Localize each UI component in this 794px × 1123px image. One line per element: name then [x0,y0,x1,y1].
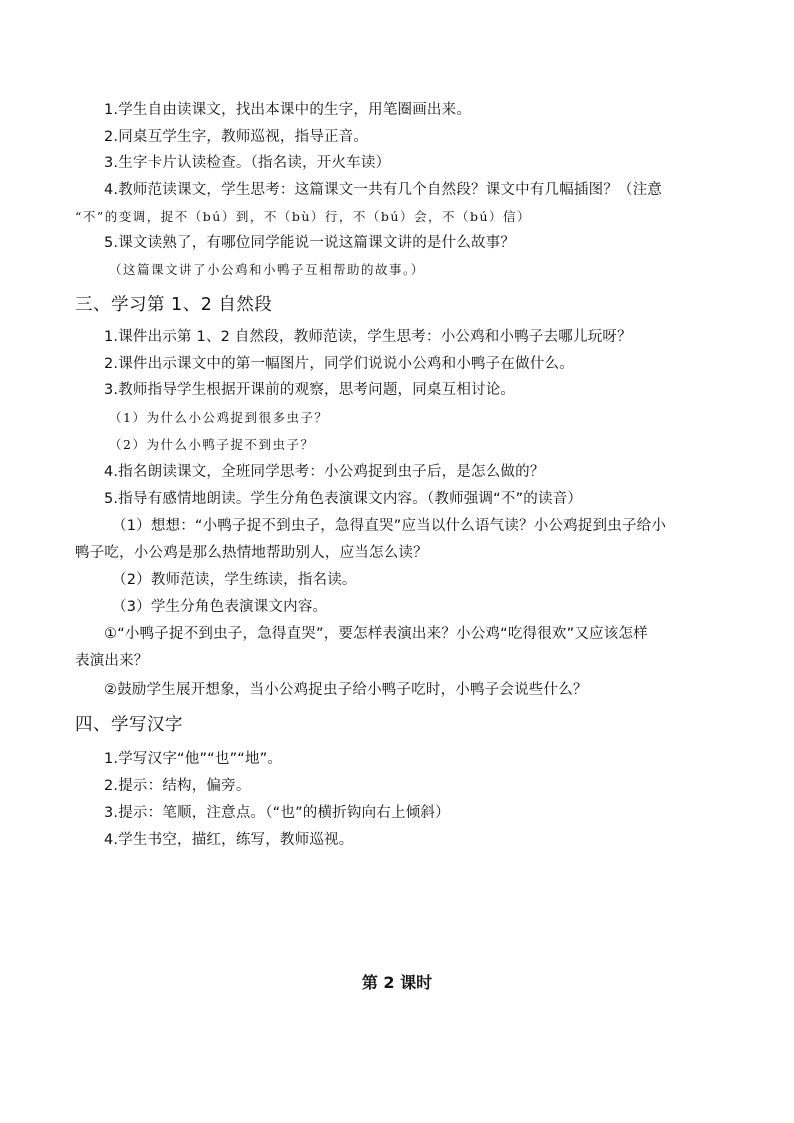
paragraph: （这篇课文讲了小公鸡和小鸭子互相帮助的故事。） [109,262,425,277]
paragraph: （1）为什么小公鸡捉到很多虫子？ [109,410,329,425]
paragraph: 4.指名朗读课文，全班同学思考：小公鸡捉到虫子后，是怎么做的？ [104,464,545,480]
paragraph: 5.指导有感情地朗读。学生分角色表演课文内容。（教师强调“不”的读音） [104,491,583,507]
paragraph: 3.教师指导学生根据开课前的观察，思考问题，同桌互相讨论。 [104,382,516,398]
paragraph: 3.生字卡片认读检查。（指名读，开火车读） [104,155,391,171]
paragraph: 5.课文读熟了，有哪位同学能说一说这篇课文讲的是什么故事？ [104,235,516,251]
paragraph: 4.教师范读课文，学生思考：这篇课文一共有几个自然段？课文中有几幅插图？（注意 [104,182,663,198]
section-heading: 三、学习第 1、2 自然段 [75,295,273,315]
paragraph: 1.学写汉字“他”“也”“地”。 [104,751,283,767]
paragraph: 2.同桌互学生字，教师巡视，指导正音。 [104,129,369,145]
paragraph: 3.提示：笔顺，注意点。（“也”的横折钩向右上倾斜） [104,805,450,821]
paragraph: 2.提示：结构，偏旁。 [104,778,251,794]
paragraph: 1.学生自由读课文，找出本课中的生字，用笔圈画出来。 [104,102,472,118]
paragraph: ①“小鸭子捉不到虫子，急得直哭”，要怎样表演出来？小公鸡“吃得很欢”又应该怎样 [104,626,648,642]
section-heading: 四、学写汉字 [75,715,183,735]
paragraph: （2）教师范读，学生练读，指名读。 [112,572,357,588]
paragraph: （2）为什么小鸭子捉不到虫子？ [109,437,315,452]
paragraph: ②鼓励学生展开想象，当小公鸡捉虫子给小鸭子吃时，小鸭子会说些什么？ [104,682,588,698]
paragraph: （3）学生分角色表演课文内容。 [112,599,328,615]
lesson-title: 第 2 课时 [361,973,433,992]
paragraph: 1.课件出示第 1、2 自然段，教师范读，学生思考：小公鸡和小鸭子去哪儿玩呀？ [104,329,632,345]
paragraph: 表演出来？ [75,653,149,669]
paragraph: （1）想想：“小鸭子捉不到虫子，急得直哭”应当以什么语气读？小公鸡捉到虫子给小 [112,518,667,534]
paragraph: 鸭子吃，小公鸡是那么热情地帮助别人，应当怎么读？ [75,545,428,561]
paragraph: 2.课件出示课文中的第一幅图片，同学们说说小公鸡和小鸭子在做什么。 [104,356,574,372]
paragraph: 4.学生书空，描红，练写，教师巡视。 [104,832,354,848]
paragraph: “不”的变调，捉不（bú）到，不（bù）行，不（bú）会，不（bú）信） [75,209,531,224]
